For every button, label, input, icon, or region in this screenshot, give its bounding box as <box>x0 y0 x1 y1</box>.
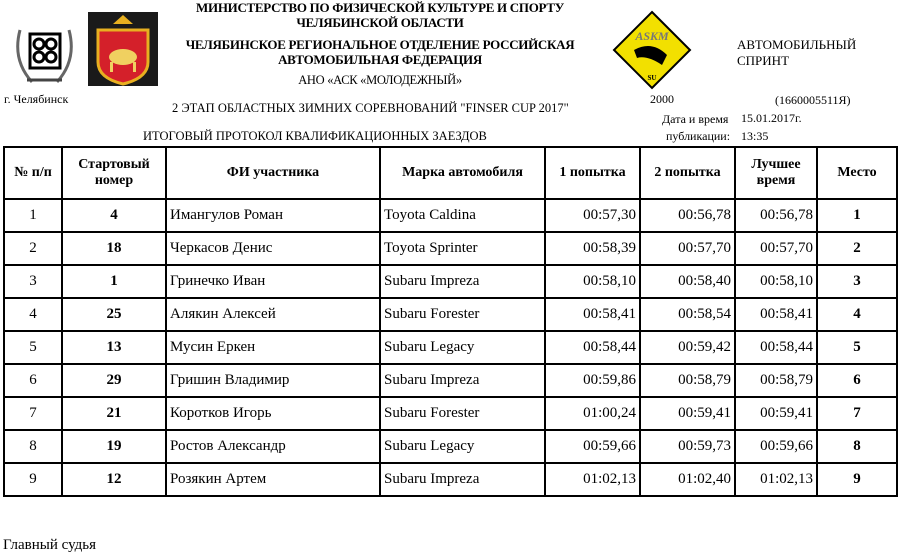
best-time: 00:58,44 <box>735 331 817 364</box>
place: 3 <box>817 265 897 298</box>
row-number: 3 <box>4 265 62 298</box>
col-name-header: ФИ участника <box>166 147 380 199</box>
raf-logo <box>12 20 77 92</box>
attempt1: 01:00,24 <box>545 397 640 430</box>
attempt1: 00:58,44 <box>545 331 640 364</box>
participant-name: Имангулов Роман <box>166 199 380 232</box>
publication-time: 13:35 <box>741 129 769 143</box>
participant-name: Черкасов Денис <box>166 232 380 265</box>
row-number: 1 <box>4 199 62 232</box>
event-title: 2 ЭТАП ОБЛАСТНЫХ ЗИМНИХ СОРЕВНОВАНИЙ "FINSER CUP 2017" <box>172 101 569 115</box>
place: 1 <box>817 199 897 232</box>
row-number: 7 <box>4 397 62 430</box>
attempt2: 00:56,78 <box>640 199 735 232</box>
attempt2: 01:02,40 <box>640 463 735 496</box>
attempt2: 00:58,40 <box>640 265 735 298</box>
table-row <box>4 397 897 430</box>
chelyabinsk-coat-of-arms <box>88 12 158 86</box>
best-time: 00:59,41 <box>735 397 817 430</box>
best-time: 00:58,79 <box>735 364 817 397</box>
participant-name: Коротков Игорь <box>166 397 380 430</box>
col-start-number-header: Стартовый номер <box>62 147 166 199</box>
start-number: 4 <box>62 199 166 232</box>
attempt2: 00:59,42 <box>640 331 735 364</box>
place: 4 <box>817 298 897 331</box>
attempt1: 00:59,66 <box>545 430 640 463</box>
car-model: Subaru Impreza <box>380 265 545 298</box>
svg-text:ASKM: ASKM <box>635 29 669 43</box>
license-code: (1660005511Я) <box>775 93 851 107</box>
place: 8 <box>817 430 897 463</box>
place: 5 <box>817 331 897 364</box>
place: 7 <box>817 397 897 430</box>
place: 6 <box>817 364 897 397</box>
results-table <box>3 146 898 497</box>
header-organizer: АНО «АСК «МОЛОДЕЖНЫЙ» <box>298 73 462 87</box>
chief-judge-label: Главный судья <box>3 537 97 553</box>
row-number: 4 <box>4 298 62 331</box>
date-value: 15.01.2017г. <box>741 111 802 125</box>
publication-label: публикации: <box>666 129 731 143</box>
best-time: 00:58,41 <box>735 298 817 331</box>
start-number: 1 <box>62 265 166 298</box>
attempt1: 00:57,30 <box>545 199 640 232</box>
date-label: Дата и время <box>662 112 729 126</box>
discipline-line1: АВТОМОБИЛЬНЫЙ <box>737 37 857 52</box>
best-time: 00:58,10 <box>735 265 817 298</box>
header-region: ЧЕЛЯБИНСКОЙ ОБЛАСТИ <box>296 15 464 30</box>
attempt1: 00:58,39 <box>545 232 640 265</box>
protocol-title: ИТОГОВЫЙ ПРОТОКОЛ КВАЛИФИКАЦИОННЫХ ЗАЕЗДОВ <box>143 129 487 143</box>
discipline-line2: СПРИНТ <box>737 53 790 68</box>
svg-text:SU: SU <box>647 74 657 82</box>
row-number: 5 <box>4 331 62 364</box>
attempt2: 00:59,41 <box>640 397 735 430</box>
city: г. Челябинск <box>4 92 69 106</box>
table-row <box>4 298 897 331</box>
car-model: Subaru Impreza <box>380 463 545 496</box>
best-time: 00:59,66 <box>735 430 817 463</box>
place: 2 <box>817 232 897 265</box>
participant-name: Мусин Еркен <box>166 331 380 364</box>
car-model: Subaru Legacy <box>380 430 545 463</box>
table-row <box>4 199 897 232</box>
col-car-header: Марка автомобиля <box>380 147 545 199</box>
start-number: 25 <box>62 298 166 331</box>
row-number: 9 <box>4 463 62 496</box>
table-row <box>4 463 897 496</box>
car-model: Toyota Caldina <box>380 199 545 232</box>
table-row <box>4 232 897 265</box>
askm-logo <box>612 10 692 90</box>
table-row <box>4 331 897 364</box>
start-number: 21 <box>62 397 166 430</box>
participant-name: Гришин Владимир <box>166 364 380 397</box>
attempt2: 00:59,73 <box>640 430 735 463</box>
row-number: 8 <box>4 430 62 463</box>
attempt2: 00:58,54 <box>640 298 735 331</box>
header-ministry: МИНИСТЕРСТВО ПО ФИЗИЧЕСКОЙ КУЛЬТУРЕ И СПОРТУ <box>196 0 564 15</box>
table-row <box>4 430 897 463</box>
attempt2: 00:58,79 <box>640 364 735 397</box>
car-model: Toyota Sprinter <box>380 232 545 265</box>
col-best-time-header: Лучшее время <box>735 147 817 199</box>
header-raf-branch: ЧЕЛЯБИНСКОЕ РЕГИОНАЛЬНОЕ ОТДЕЛЕНИЕ РОССИЙСКАЯ <box>185 37 575 52</box>
place: 9 <box>817 463 897 496</box>
table-row <box>4 265 897 298</box>
car-model: Subaru Forester <box>380 298 545 331</box>
start-number: 12 <box>62 463 166 496</box>
row-number: 2 <box>4 232 62 265</box>
best-time: 00:56,78 <box>735 199 817 232</box>
attempt2: 00:57,70 <box>640 232 735 265</box>
best-time: 01:02,13 <box>735 463 817 496</box>
col-attempt1-header: 1 попытка <box>545 147 640 199</box>
best-time: 00:57,70 <box>735 232 817 265</box>
start-number: 13 <box>62 331 166 364</box>
event-code: 2000 <box>650 92 674 106</box>
row-number: 6 <box>4 364 62 397</box>
table-row <box>4 364 897 397</box>
participant-name: Ростов Александр <box>166 430 380 463</box>
start-number: 19 <box>62 430 166 463</box>
attempt1: 00:59,86 <box>545 364 640 397</box>
car-model: Subaru Forester <box>380 397 545 430</box>
start-number: 18 <box>62 232 166 265</box>
col-place-header: Место <box>817 147 897 199</box>
col-number-header: № п/п <box>4 147 62 199</box>
car-model: Subaru Impreza <box>380 364 545 397</box>
attempt1: 00:58,10 <box>545 265 640 298</box>
attempt1: 00:58,41 <box>545 298 640 331</box>
participant-name: Гринечко Иван <box>166 265 380 298</box>
header-federation: АВТОМОБИЛЬНАЯ ФЕДЕРАЦИЯ <box>278 52 482 67</box>
participant-name: Розякин Артем <box>166 463 380 496</box>
start-number: 29 <box>62 364 166 397</box>
attempt1: 01:02,13 <box>545 463 640 496</box>
participant-name: Алякин Алексей <box>166 298 380 331</box>
col-attempt2-header: 2 попытка <box>640 147 735 199</box>
car-model: Subaru Legacy <box>380 331 545 364</box>
